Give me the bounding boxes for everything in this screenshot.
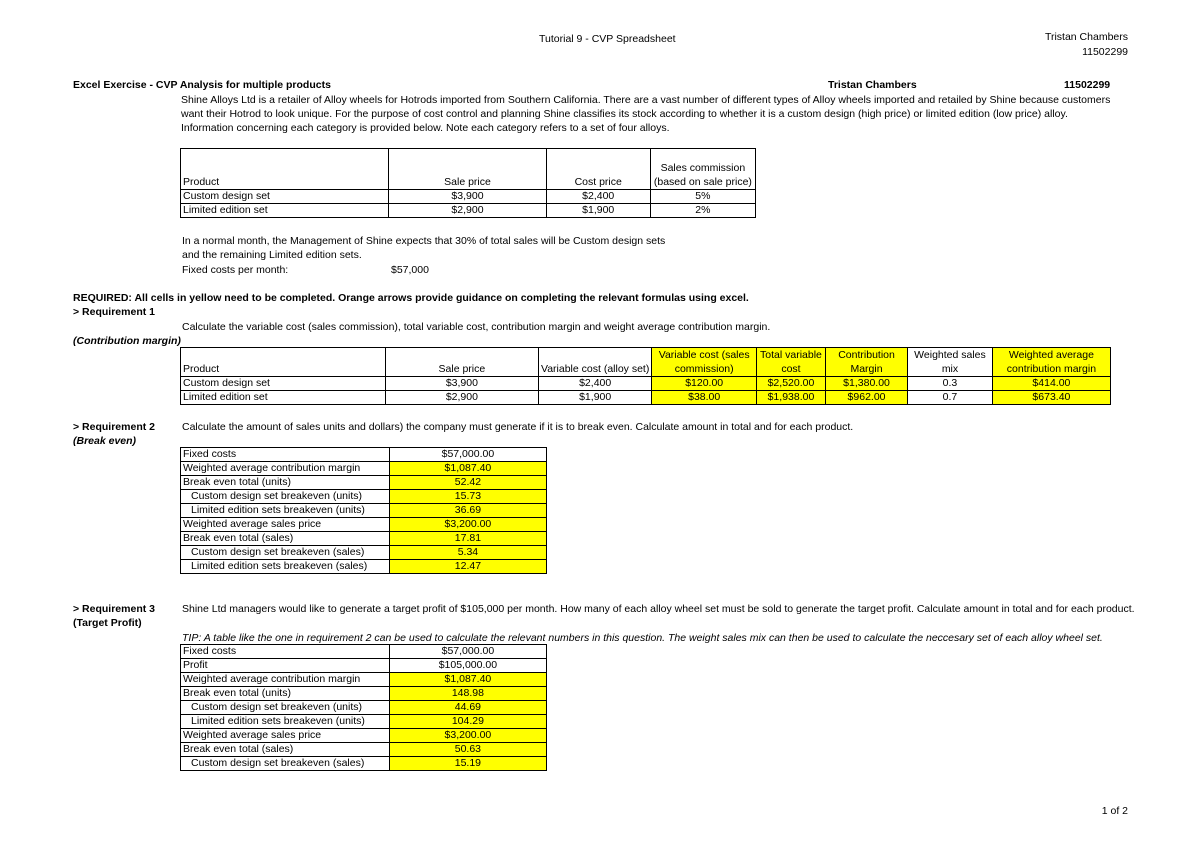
cell-cost-price: $2,400 <box>546 190 650 204</box>
header-sales-commission-line2: (based on sale price) <box>653 176 752 188</box>
cell-product: Custom design set <box>181 377 386 391</box>
table-row <box>181 377 1111 391</box>
table-row <box>181 757 547 771</box>
exercise-title: Excel Exercise - CVP Analysis for multiple products <box>73 79 331 91</box>
table-row <box>181 532 547 546</box>
cell-commission: 2% <box>650 204 755 218</box>
header-line: Total variable <box>760 349 822 361</box>
row-value[interactable]: 5.34 <box>389 546 546 560</box>
table-row <box>181 715 547 729</box>
header-product: Product <box>181 149 389 190</box>
cell-sale-price: $3,900 <box>389 190 546 204</box>
row-label: Break even total (units) <box>181 687 390 701</box>
header-line: cost <box>781 363 801 375</box>
page-number: 1 of 2 <box>1101 805 1128 817</box>
table-row <box>181 204 756 218</box>
header-line: contribution margin <box>1006 363 1097 375</box>
required-instructions: REQUIRED: All cells in yellow need to be completed. Orange arrows provide guidance on completing the relevant formulas using excel. <box>73 292 749 304</box>
table-header-row <box>181 348 1111 377</box>
intro-paragraph: Shine Alloys Ltd is a retailer of Alloy wheels for Hotrods imported from Southern California. There are a vast number of different types of Alloy wheels imported and retailed by Shine because customers want their Hotrod to look unique. For the purpose of cost control and planning Shine classifies its stock according to whether it is a custom design (high price) or limited edition (low price) alloy. Information concerning each category is provided below. Note each category refers to a set of four alloys. <box>181 94 1111 135</box>
table-row <box>181 560 547 574</box>
row-label: Profit <box>181 659 390 673</box>
header-line: Variable cost (sales <box>658 349 750 361</box>
requirement-3-text: Shine Ltd managers would like to generate a target profit of $105,000 per month. How many of each alloy wheel set must be sold to generate the target profit. Calculate amount in total and for each product. <box>182 603 1135 615</box>
cell-variable-cost-commission[interactable]: $38.00 <box>652 391 757 405</box>
row-value[interactable]: 104.29 <box>389 715 546 729</box>
row-value[interactable]: $1,087.40 <box>389 462 546 476</box>
requirement-2-text: Calculate the amount of sales units and dollars) the company must generate if it is to break even. Calculate amount in total and for each product. <box>182 421 854 433</box>
table-row <box>181 391 1111 405</box>
table-row <box>181 546 547 560</box>
cell-commission: 5% <box>650 190 755 204</box>
cell-product: Limited edition set <box>181 391 386 405</box>
contribution-margin-table <box>180 347 1111 405</box>
cell-weighted-sales-mix: 0.7 <box>908 391 993 405</box>
table-row <box>181 743 547 757</box>
row-value[interactable]: $3,200.00 <box>389 518 546 532</box>
row-label: Custom design set breakeven (units) <box>181 701 390 715</box>
header-line: Margin <box>850 363 883 375</box>
row-value[interactable]: 50.63 <box>389 743 546 757</box>
break-even-table <box>180 447 547 574</box>
cell-product: Custom design set <box>181 190 389 204</box>
header-variable-cost-commission <box>652 348 757 377</box>
table-row <box>181 504 547 518</box>
row-label: Weighted average contribution margin <box>181 673 390 687</box>
table-row <box>181 673 547 687</box>
header-line: commission) <box>674 363 734 375</box>
row-value[interactable]: 52.42 <box>389 476 546 490</box>
requirement-3-label: > Requirement 3 <box>73 603 155 615</box>
header-weighted-sales-mix <box>908 348 993 377</box>
header-line: mix <box>941 363 959 375</box>
header-author: Tristan Chambers <box>1044 31 1128 43</box>
cell-variable-cost-alloy: $1,900 <box>538 391 651 405</box>
row-value[interactable]: 15.73 <box>389 490 546 504</box>
cell-total-variable-cost[interactable]: $2,520.00 <box>757 377 826 391</box>
table-row <box>181 190 756 204</box>
cell-weighted-average-cm[interactable]: $673.40 <box>992 391 1110 405</box>
row-label: Weighted average contribution margin <box>181 462 390 476</box>
row-label: Limited edition sets breakeven (units) <box>181 715 390 729</box>
header-line: Weighted average <box>1008 349 1094 361</box>
table-row <box>181 476 547 490</box>
requirement-2-subtitle: (Break even) <box>73 435 137 447</box>
row-label: Break even total (sales) <box>181 532 390 546</box>
cell-sale-price: $2,900 <box>389 204 546 218</box>
fixed-costs-label: Fixed costs per month: <box>182 264 289 276</box>
header-contribution-margin <box>825 348 907 377</box>
row-value: $105,000.00 <box>389 659 546 673</box>
header-cost-price: Cost price <box>546 149 650 190</box>
requirement-3-tip: TIP: A table like the one in requirement 2 can be used to calculate the relevant numbers in this question. The weight sales mix can then be used to calculate the neccesary set of each alloy wheel set. <box>182 632 1103 644</box>
row-value[interactable]: 15.19 <box>389 757 546 771</box>
row-value[interactable]: 17.81 <box>389 532 546 546</box>
row-value[interactable]: $3,200.00 <box>389 729 546 743</box>
row-value[interactable]: $1,087.40 <box>389 673 546 687</box>
row-value[interactable]: 148.98 <box>389 687 546 701</box>
row-label: Custom design set breakeven (units) <box>181 490 390 504</box>
table-row <box>181 490 547 504</box>
row-value[interactable]: 12.47 <box>389 560 546 574</box>
table-row <box>181 518 547 532</box>
requirement-2-label: > Requirement 2 <box>73 421 155 433</box>
cell-variable-cost-commission[interactable]: $120.00 <box>652 377 757 391</box>
header-weighted-average-cm <box>992 348 1110 377</box>
table-row <box>181 701 547 715</box>
row-value[interactable]: 36.69 <box>389 504 546 518</box>
exercise-id: 11502299 <box>1064 79 1111 91</box>
cell-sale-price: $2,900 <box>385 391 538 405</box>
header-sales-commission <box>650 149 755 190</box>
note-line-2: and the remaining Limited edition sets. <box>182 249 362 261</box>
table-row <box>181 687 547 701</box>
table-row <box>181 448 547 462</box>
cell-contribution-margin[interactable]: $962.00 <box>825 391 907 405</box>
header-total-variable-cost <box>757 348 826 377</box>
row-label: Weighted average sales price <box>181 518 390 532</box>
target-profit-table <box>180 644 547 771</box>
row-label: Fixed costs <box>181 448 390 462</box>
cell-total-variable-cost[interactable]: $1,938.00 <box>757 391 826 405</box>
table-row <box>181 729 547 743</box>
requirement-1-text: Calculate the variable cost (sales commission), total variable cost, contribution margin and weight average contribution margin. <box>182 321 771 333</box>
requirement-1-subtitle: (Contribution margin) <box>73 335 181 347</box>
product-info-table <box>180 148 756 218</box>
cell-variable-cost-alloy: $2,400 <box>538 377 651 391</box>
row-value: $57,000.00 <box>389 645 546 659</box>
row-label: Custom design set breakeven (sales) <box>181 546 390 560</box>
row-label: Limited edition sets breakeven (units) <box>181 504 390 518</box>
row-label: Weighted average sales price <box>181 729 390 743</box>
header-student-id: 11502299 <box>1082 46 1128 58</box>
cell-product: Limited edition set <box>181 204 389 218</box>
header-sale-price: Sale price <box>389 149 546 190</box>
row-value[interactable]: 44.69 <box>389 701 546 715</box>
table-row <box>181 659 547 673</box>
header-product: Product <box>181 348 386 377</box>
row-value: $57,000.00 <box>389 448 546 462</box>
cell-sale-price: $3,900 <box>385 377 538 391</box>
row-label: Fixed costs <box>181 645 390 659</box>
cell-weighted-sales-mix: 0.3 <box>908 377 993 391</box>
document-title: Tutorial 9 - CVP Spreadsheet <box>539 33 676 45</box>
cell-cost-price: $1,900 <box>546 204 650 218</box>
row-label: Limited edition sets breakeven (sales) <box>181 560 390 574</box>
table-header-row <box>181 149 756 190</box>
row-label: Custom design set breakeven (sales) <box>181 757 390 771</box>
requirement-1-label: > Requirement 1 <box>73 306 155 318</box>
header-sale-price: Sale price <box>385 348 538 377</box>
row-label: Break even total (units) <box>181 476 390 490</box>
table-row <box>181 645 547 659</box>
header-line: Contribution <box>838 349 895 361</box>
cell-contribution-margin[interactable]: $1,380.00 <box>825 377 907 391</box>
row-label: Break even total (sales) <box>181 743 390 757</box>
table-row <box>181 462 547 476</box>
header-line: Weighted sales <box>914 349 986 361</box>
header-sales-commission-line1: Sales commission <box>660 162 746 174</box>
cell-weighted-average-cm[interactable]: $414.00 <box>992 377 1110 391</box>
exercise-name: Tristan Chambers <box>828 79 917 91</box>
requirement-3-subtitle: (Target Profit) <box>73 617 142 629</box>
header-variable-cost-alloy: Variable cost (alloy set) <box>538 348 651 377</box>
note-line-1: In a normal month, the Management of Shine expects that 30% of total sales will be Custom design sets <box>182 235 666 247</box>
fixed-costs-value: $57,000 <box>391 264 429 276</box>
